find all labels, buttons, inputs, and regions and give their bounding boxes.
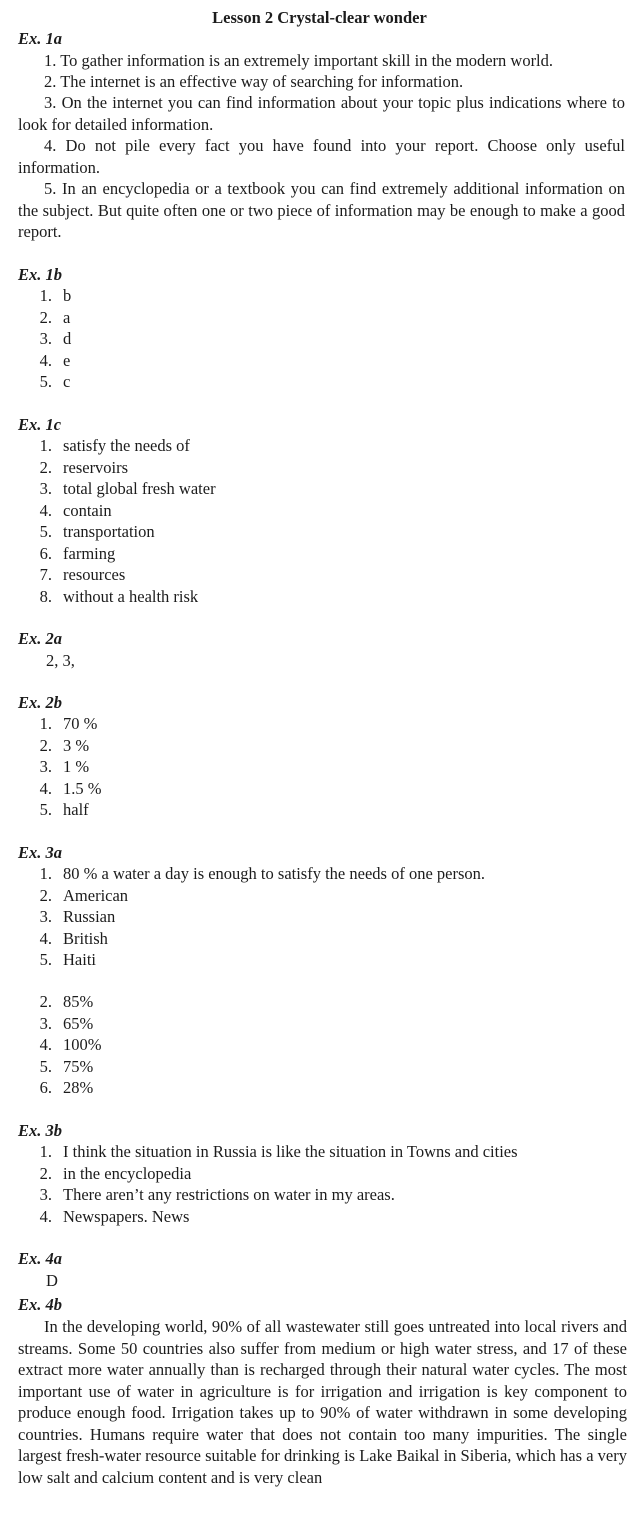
ex-2b-heading: Ex. 2b <box>18 693 63 712</box>
list-item <box>0 1077 102 1099</box>
list-item <box>0 478 216 500</box>
item-number: 4. <box>39 500 52 520</box>
item-text: in the encyclopedia <box>63 1163 192 1183</box>
item-text: reservoirs <box>63 457 129 477</box>
item-number: 2. <box>39 1163 52 1183</box>
item-text: resources <box>63 565 126 584</box>
item-text: d <box>63 329 72 348</box>
item-number: 5. <box>39 522 52 541</box>
item-text: satisfy the needs of <box>63 436 190 455</box>
item-number: 4. <box>39 1035 52 1054</box>
list-item <box>0 949 485 971</box>
ex-4b-heading: Ex. 4b <box>18 1295 63 1314</box>
item-text: I think the situation in Russia is like the situation in Towns and cities <box>63 1142 518 1161</box>
ex-3b-heading: Ex. 3b <box>18 1121 63 1140</box>
item-number: 1. <box>39 436 52 455</box>
item-number: 7. <box>39 565 52 584</box>
item-text: 100% <box>63 1035 102 1054</box>
ex-1b-heading: Ex. 1b <box>18 265 63 284</box>
ex-4a-answer: D <box>46 1271 58 1290</box>
list-item <box>0 863 485 885</box>
item-number: 3. <box>39 1013 52 1033</box>
list-item <box>0 307 71 329</box>
ex-1b-list <box>0 285 71 393</box>
item-number: 6. <box>39 1078 52 1097</box>
list-item <box>0 1013 102 1035</box>
ex-1c-heading: Ex. 1c <box>18 415 62 434</box>
page-title: Lesson 2 Crystal-clear wonder <box>212 8 427 27</box>
item-number: 5. <box>39 950 52 969</box>
list-item <box>0 906 485 928</box>
list-item <box>0 457 216 479</box>
ex-3a-list-2 <box>0 991 102 1099</box>
list-item <box>0 500 216 522</box>
ex-4b-paragraph: In the developing world, 90% of all wastewater still goes untreated into local rivers and streams. Some 50 countries also suffer from medium or high water stress, and 17 of these extract more water annually than is recharged through their natural water cycles. The most important use of water in agriculture is for irrigation and irrigation is key component to produce enough food. Irrigation takes up to 90% of water withdrawn in some developing countries. Humans require water that does not contain too many impurities. The single largest fresh-water resource suitable for drinking is Lake Baikal in Siberia, which has a very low salt and calcium content and is very clean <box>18 1317 627 1487</box>
item-number: 8. <box>39 586 52 606</box>
item-text: 1.5 % <box>63 778 102 798</box>
item-text: British <box>63 928 108 948</box>
item-text: 85% <box>63 992 94 1011</box>
list-item <box>0 991 102 1013</box>
item-text: There aren’t any restrictions on water in my areas. <box>63 1185 395 1204</box>
item-text: Newspapers. News <box>63 1206 190 1226</box>
item-text: e <box>63 350 71 370</box>
item-text: 75% <box>63 1056 94 1076</box>
item-text: 80 % a water a day is enough to satisfy the needs of one person. <box>63 864 486 883</box>
item-text: American <box>63 885 129 905</box>
list-item <box>0 586 216 608</box>
item-number: 1. <box>39 1142 52 1161</box>
ex-1a-item-2: 2. The internet is an effective way of searching for information. <box>44 72 464 91</box>
item-number: 2. <box>39 307 52 327</box>
list-item <box>0 713 102 735</box>
item-text: Russian <box>63 907 116 926</box>
ex-4a-heading: Ex. 4a <box>18 1249 63 1268</box>
item-number: 4. <box>39 778 52 798</box>
list-item <box>0 928 485 950</box>
list-item <box>0 350 71 372</box>
list-item <box>0 735 102 757</box>
item-number: 6. <box>39 543 52 563</box>
ex-1a-item-3: 3. On the internet you can find information about your topic plus indications where to look for detailed information. <box>18 93 625 134</box>
item-text: contain <box>63 500 112 520</box>
item-text: 1 % <box>63 757 90 776</box>
list-item <box>0 543 216 565</box>
item-text: a <box>63 307 71 327</box>
list-item <box>0 1034 102 1056</box>
item-text: total global fresh water <box>63 479 216 498</box>
item-text: 3 % <box>63 735 90 755</box>
list-item <box>0 778 102 800</box>
item-number: 5. <box>39 372 52 391</box>
ex-3b-list <box>0 1141 518 1227</box>
item-number: 3. <box>39 757 52 776</box>
ex-1a-item-4: 4. Do not pile every fact you have found into your report. Choose only useful information. <box>18 136 625 177</box>
ex-1a-item-1: 1. To gather information is an extremely important skill in the modern world. <box>44 51 554 70</box>
item-number: 2. <box>39 885 52 905</box>
item-number: 4. <box>39 928 52 948</box>
item-text: 65% <box>63 1013 94 1033</box>
item-text: 28% <box>63 1078 94 1097</box>
ex-1a-item-5: 5. In an encyclopedia or a textbook you can find extremely additional information on the subject. But quite often one or two piece of information may be enough to make a good report. <box>18 179 625 241</box>
item-number: 5. <box>39 1056 52 1076</box>
item-text: 70 % <box>63 714 98 733</box>
ex-2b-list <box>0 713 102 821</box>
ex-3a-list <box>0 863 485 971</box>
item-number: 3. <box>39 907 52 926</box>
ex-3a-heading: Ex. 3a <box>18 843 63 862</box>
ex-1a-heading: Ex. 1a <box>18 29 63 48</box>
item-number: 3. <box>39 1185 52 1204</box>
item-number: 4. <box>39 1206 52 1226</box>
item-text: c <box>63 372 71 391</box>
list-item <box>0 885 485 907</box>
item-number: 4. <box>39 350 52 370</box>
item-text: transportation <box>63 522 155 541</box>
item-text: b <box>63 286 72 305</box>
list-item <box>0 756 102 778</box>
list-item <box>0 328 71 350</box>
list-item <box>0 1184 518 1206</box>
item-number: 2. <box>39 735 52 755</box>
item-number: 5. <box>39 800 52 819</box>
item-number: 1. <box>39 286 52 305</box>
item-number: 2. <box>39 457 52 477</box>
item-number: 2. <box>39 992 52 1011</box>
item-number: 3. <box>39 479 52 498</box>
list-item <box>0 1163 518 1185</box>
ex-2a-heading: Ex. 2a <box>18 629 63 648</box>
item-number: 3. <box>39 329 52 348</box>
item-text: half <box>63 800 89 819</box>
list-item <box>0 564 216 586</box>
list-item <box>0 1141 518 1163</box>
item-text: Haiti <box>63 950 96 969</box>
list-item <box>0 285 71 307</box>
ex-2a-answer: 2, 3, <box>46 651 75 670</box>
list-item <box>0 1056 102 1078</box>
ex-1c-list <box>0 435 216 607</box>
list-item <box>0 371 71 393</box>
list-item <box>0 521 216 543</box>
item-number: 1. <box>39 864 52 883</box>
item-text: without a health risk <box>63 586 199 606</box>
item-text: farming <box>63 543 116 563</box>
item-number: 1. <box>39 714 52 733</box>
list-item <box>0 435 216 457</box>
list-item <box>0 1206 518 1228</box>
list-item <box>0 799 102 821</box>
